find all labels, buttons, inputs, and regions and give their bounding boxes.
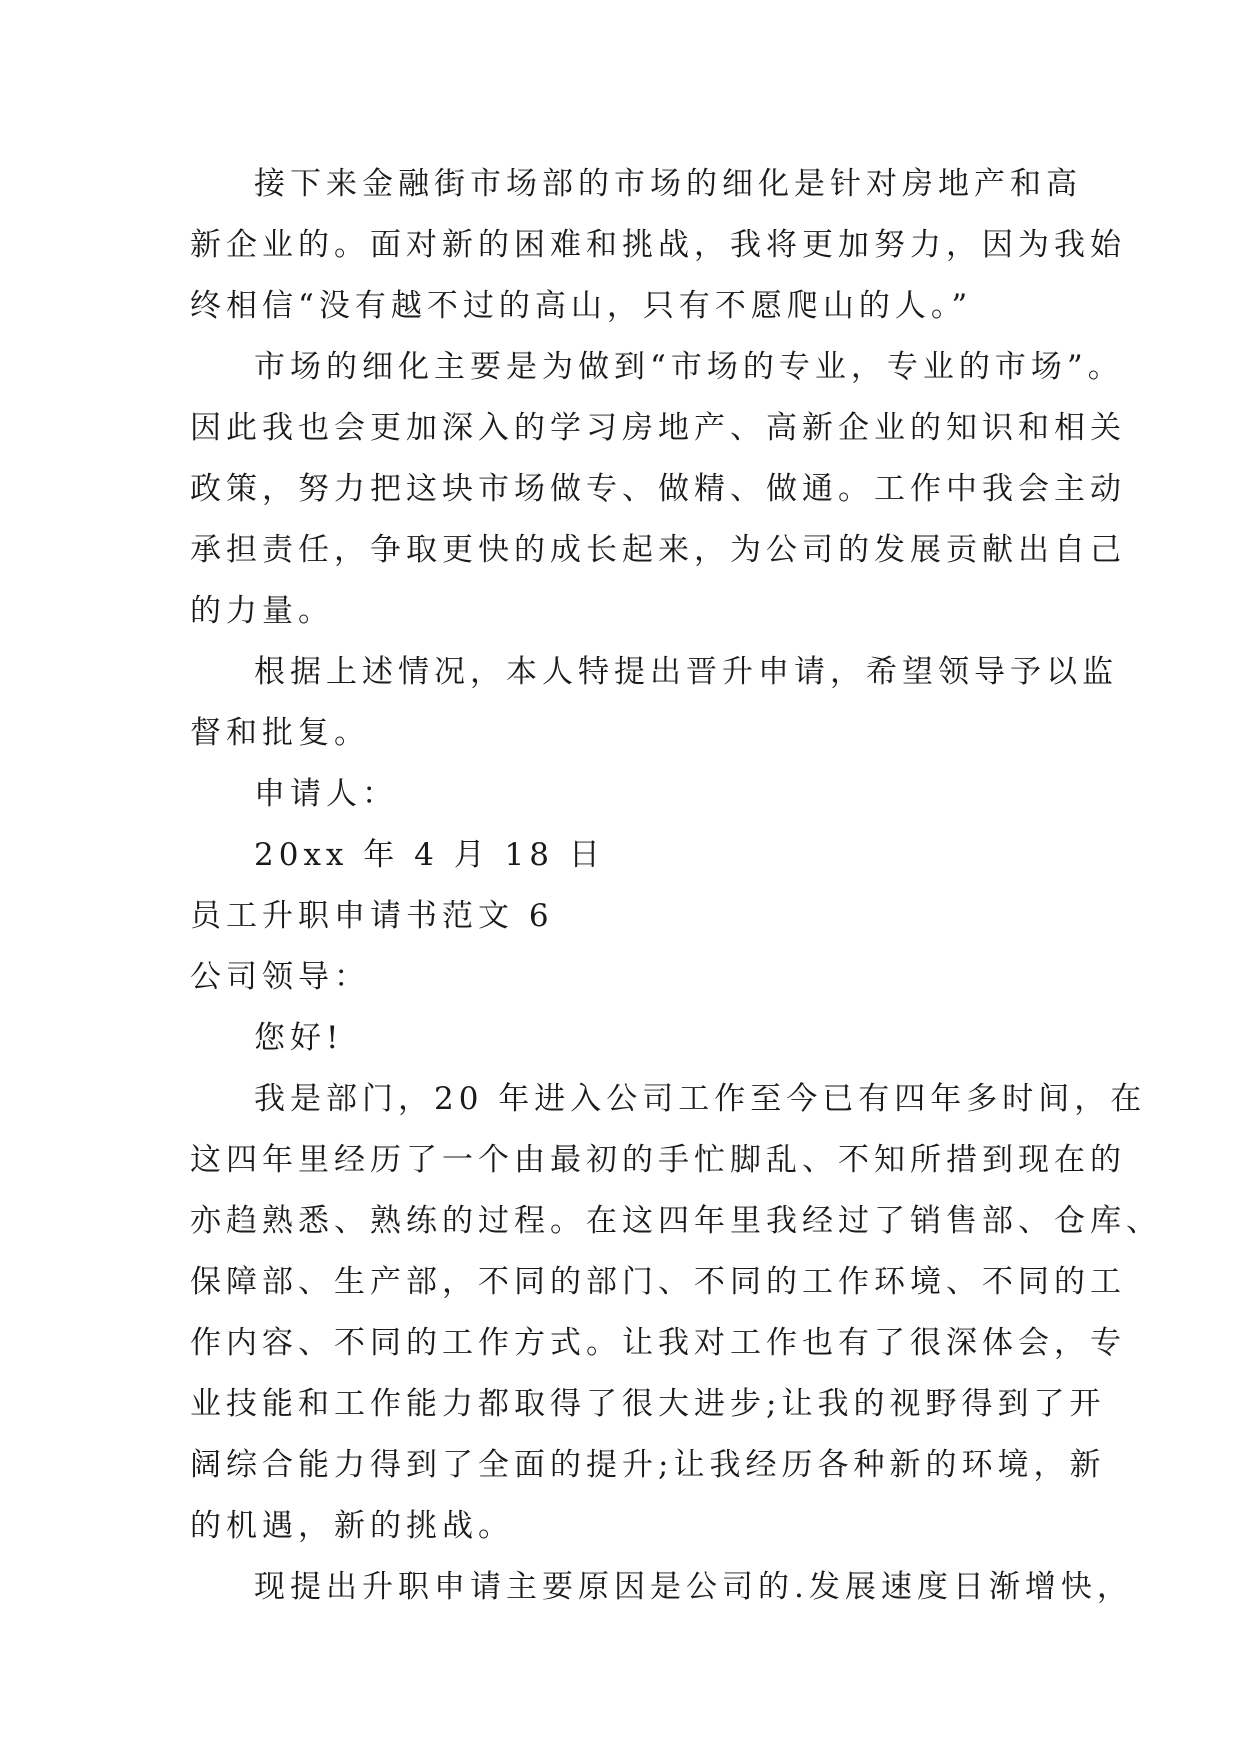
paragraph-line: 政策，努力把这块市场做专、做精、做通。工作中我会主动 xyxy=(190,471,1126,507)
paragraph-line: 新企业的。面对新的困难和挑战，我将更加努力，因为我始 xyxy=(190,227,1126,263)
greeting: 您好! xyxy=(254,1020,344,1056)
paragraph-line: 作内容、不同的工作方式。让我对工作也有了很深体会，专 xyxy=(190,1325,1126,1361)
paragraph-line: 现提出升职申请主要原因是公司的.发展速度日渐增快， xyxy=(254,1569,1133,1605)
paragraph-line: 接下来金融街市场部的市场的细化是针对房地产和高 xyxy=(254,166,1082,202)
paragraph-line: 的机遇，新的挑战。 xyxy=(190,1508,514,1544)
date-line: 20xx 年 4 月 18 日 xyxy=(254,837,605,873)
paragraph-line: 的力量。 xyxy=(190,593,334,629)
paragraph-line: 亦趋熟悉、熟练的过程。在这四年里我经过了销售部、仓库、 xyxy=(190,1203,1162,1239)
paragraph-line: 我是部门，20 年进入公司工作至今已有四年多时间，在 xyxy=(254,1081,1147,1117)
paragraph-line: 承担责任，争取更快的成长起来，为公司的发展贡献出自己 xyxy=(190,532,1126,568)
paragraph-line: 阔综合能力得到了全面的提升;让我经历各种新的环境，新 xyxy=(190,1447,1106,1483)
paragraph-line: 保障部、生产部，不同的部门、不同的工作环境、不同的工 xyxy=(190,1264,1126,1300)
section-title: 员工升职申请书范文 6 xyxy=(190,898,554,934)
salutation: 公司领导： xyxy=(190,959,370,995)
applicant-line: 申请人： xyxy=(254,776,398,812)
paragraph-line: 业技能和工作能力都取得了很大进步;让我的视野得到了开 xyxy=(190,1386,1106,1422)
paragraph-line: 根据上述情况，本人特提出晋升申请，希望领导予以监 xyxy=(254,654,1118,690)
paragraph-line: 督和批复。 xyxy=(190,715,370,751)
paragraph-line: 市场的细化主要是为做到“市场的专业，专业的市场”。 xyxy=(254,349,1124,385)
paragraph-line: 终相信“没有越不过的高山，只有不愿爬山的人。” xyxy=(190,288,973,324)
paragraph-line: 这四年里经历了一个由最初的手忙脚乱、不知所措到现在的 xyxy=(190,1142,1126,1178)
paragraph-line: 因此我也会更加深入的学习房地产、高新企业的知识和相关 xyxy=(190,410,1126,446)
